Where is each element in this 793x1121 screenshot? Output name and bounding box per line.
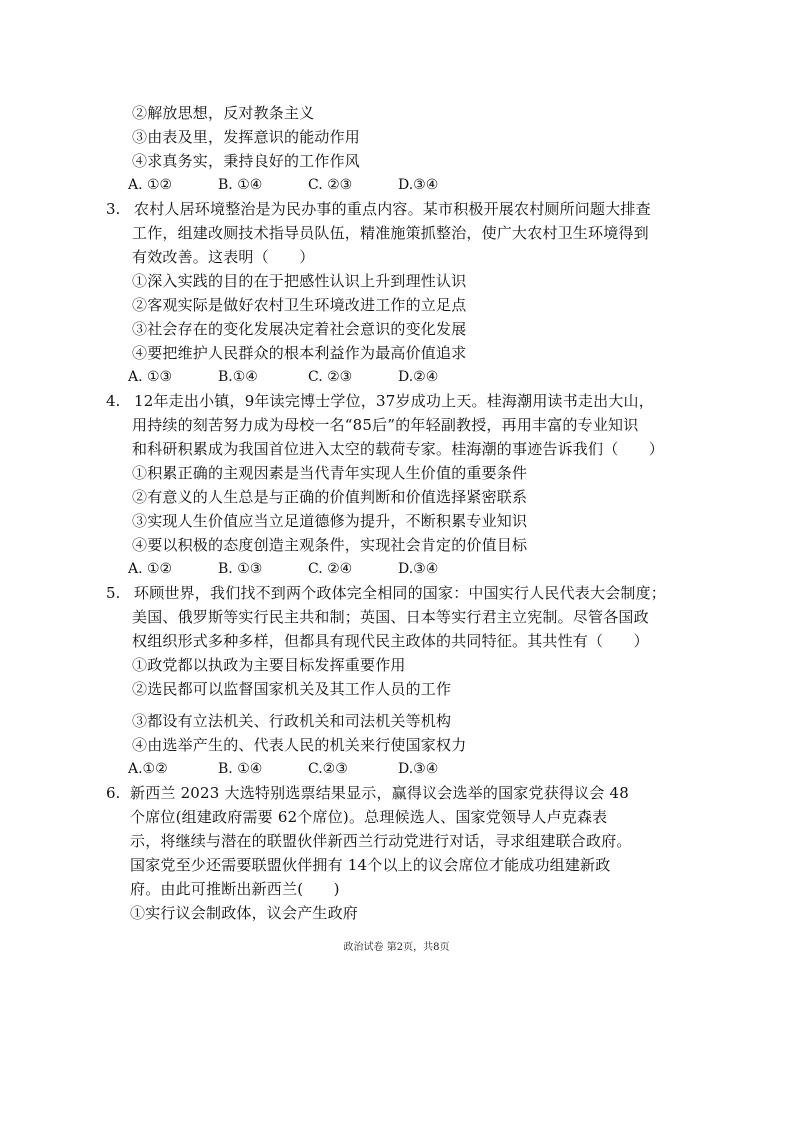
q3-stem-line-2: 工作，组建改厕技术指导员队伍，精准施策抓整治，使广大农村卫生环境得到 — [132, 224, 649, 242]
q3-options — [128, 367, 488, 387]
q3-item-1: ①深入实践的目的在于把感性认识上升到理性认识 — [132, 272, 467, 290]
q6-stem-line-1: 新西兰 2023 大选特别选票结果显示，赢得议会选举的国家党获得议会 48 — [130, 784, 629, 802]
q6-stem-line-3: 示，将继续与潜在的联盟伙伴新西兰行动党进行对话，寻求组建联合政府。 — [130, 832, 632, 850]
q5-stem-line-2: 美国、俄罗斯等实行民主共和制；英国、日本等实行君主立宪制。尽管各国政 — [132, 608, 649, 626]
q2-item-2: ②解放思想，反对教条主义 — [132, 104, 315, 122]
q6-stem-line-5: 府。由此可推断出新西兰( ) — [130, 880, 340, 898]
q2-option-a: A. ①② — [128, 177, 173, 193]
q3-item-3: ③社会存在的变化发展决定着社会意识的变化发展 — [132, 320, 467, 338]
q5-option-a: A.①② — [128, 761, 168, 777]
q5-option-b: B. ①④ — [218, 761, 263, 777]
q5-stem-line-1: 环顾世界，我们找不到两个政体完全相同的国家：中国实行人民代表大会制度； — [134, 584, 667, 602]
q3-option-d: D.②④ — [398, 369, 439, 385]
q5-number: 5. — [106, 584, 121, 602]
q6-stem-line-4: 国家党至少还需要联盟伙伴拥有 14个以上的议会席位才能成功组建新政 — [130, 856, 611, 874]
q4-option-c: C. ②④ — [308, 561, 353, 577]
q2-options — [128, 175, 488, 195]
q6-item-1: ①实行议会制政体，议会产生政府 — [130, 904, 359, 922]
q5-item-4: ④由选举产生的、代表人民的机关来行使国家权力 — [132, 736, 467, 754]
q2-option-b: B. ①④ — [218, 177, 263, 193]
q5-item-1: ①政党都以执政为主要目标发挥重要作用 — [132, 656, 406, 674]
q5-item-2: ②选民都可以监督国家机关及其工作人员的工作 — [132, 680, 452, 698]
q4-item-2: ②有意义的人生总是与正确的价值判断和价值选择紧密联系 — [132, 488, 528, 506]
q3-stem-line-3: 有效改善。这表明（ ） — [132, 248, 315, 266]
q4-stem-line-3: 和科研积累成为我国首位进入太空的载荷专家。桂海潮的事迹告诉我们（ ） — [132, 440, 665, 458]
q3-option-c: C. ②③ — [308, 369, 353, 385]
q3-option-b: B.①④ — [218, 369, 258, 385]
q3-item-2: ②客观实际是做好农村卫生环境改进工作的立足点 — [132, 296, 467, 314]
q4-item-3: ③实现人生价值应当立足道德修为提升，不断积累专业知识 — [132, 512, 528, 530]
q6-stem-line-2: 个席位(组建政府需要 62个席位)。总理候选人、国家党领导人卢克森表 — [130, 808, 608, 826]
q2-item-3: ③由表及里，发挥意识的能动作用 — [132, 128, 361, 146]
q4-stem-line-1: 12年走出小镇，9年读完博士学位，37岁成功上天。桂海潮用读书走出大山， — [134, 392, 654, 410]
q3-option-a: A. ①③ — [128, 369, 173, 385]
q3-item-4: ④要把维护人民群众的根本利益作为最高价值追求 — [132, 344, 467, 362]
q3-number: 3. — [106, 200, 121, 218]
page-footer: 政治试卷 第2页，共8页 — [343, 942, 450, 953]
q5-options — [128, 759, 488, 779]
q4-item-4: ④要以积极的态度创造主观条件，实现社会肯定的价值目标 — [132, 536, 528, 554]
q4-stem-line-2: 用持续的刻苦努力成为母校一名“85后”的年轻副教授，再用丰富的专业知识 — [132, 416, 639, 434]
q4-option-d: D.③④ — [398, 561, 439, 577]
q6-number: 6. — [106, 784, 121, 802]
q2-option-c: C. ②③ — [308, 177, 353, 193]
q5-option-d: D.③④ — [398, 761, 439, 777]
q2-item-4: ④求真务实，秉持良好的工作作风 — [132, 152, 361, 170]
q4-options — [128, 559, 488, 579]
q5-item-3: ③都设有立法机关、行政机关和司法机关等机构 — [132, 712, 452, 730]
q4-option-a: A. ①② — [128, 561, 173, 577]
q4-number: 4. — [106, 392, 121, 410]
q4-option-b: B. ①③ — [218, 561, 263, 577]
q4-item-1: ①积累正确的主观因素是当代青年实现人生价值的重要条件 — [132, 464, 528, 482]
q5-option-c: C.②③ — [308, 761, 348, 777]
q5-stem-line-3: 权组织形式多种多样，但都具有现代民主政体的共同特征。其共性有（ ） — [132, 632, 649, 650]
q3-stem-line-1: 农村人居环境整治是为民办事的重点内容。某市积极开展农村厕所问题大排查 — [134, 200, 651, 218]
q2-option-d: D.③④ — [398, 177, 439, 193]
